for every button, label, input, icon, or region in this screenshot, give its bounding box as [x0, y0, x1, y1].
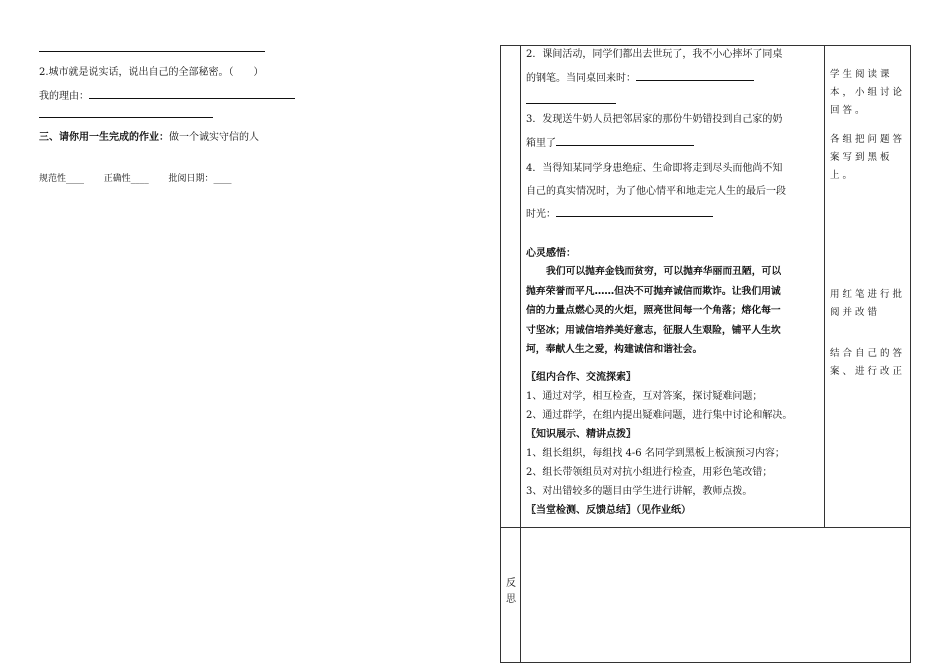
- knowledge-title: 〖知识展示、精讲点拨〗: [526, 429, 636, 440]
- item-3-line2: 箱里了: [526, 138, 556, 149]
- knowledge-item: 2、组长带领组员对对抗小组进行检查，用彩色笔改错；: [526, 467, 773, 478]
- side-note-2-text: 各组把问题答案写到黑板上。: [830, 134, 906, 181]
- table-col-divider: [824, 45, 825, 528]
- lifetime-homework: [39, 128, 259, 143]
- item-4-line3-row: [526, 203, 822, 226]
- item-4-line2: 自己的真实情况时，为了他心情平和地走完人生的最后一段: [526, 186, 786, 197]
- knowledge-item: 3、对出错较多的题目由学生进行讲解，教师点拨。: [526, 486, 753, 497]
- question-2: [39, 63, 264, 78]
- soul-paragraph: [526, 262, 822, 360]
- soul-line: 寸坚冰；用诚信培养美好意志，征服人生艰险，铺平人生坎: [526, 324, 781, 336]
- soul-title: [526, 244, 822, 263]
- test-title: 〖当堂检测、反馈总结〗（见作业纸）: [526, 505, 691, 516]
- side-note-1: [830, 66, 910, 120]
- item-3: [526, 109, 822, 154]
- side-note-3: [830, 286, 910, 322]
- knowledge-item: 1、组长组织，每组找 4-6 名同学到黑板上板演预习内容；: [526, 448, 785, 459]
- coop-item: 2、通过群学，在组内提出疑难问题，进行集中讨论和解决。: [526, 410, 793, 421]
- soul-title-text: 心灵感悟：: [526, 248, 576, 259]
- item-4-line3: 时光：: [526, 209, 556, 220]
- item-4-blank[interactable]: [556, 206, 713, 217]
- answer-line: [39, 117, 213, 118]
- soul-line: 我们可以抛弃金钱而贫穷，可以抛弃华丽而丑陋，可以: [546, 266, 782, 277]
- reason-label: 我的理由：: [39, 91, 89, 102]
- grading-date: 批阅日期：____: [168, 174, 232, 184]
- reflection-area[interactable]: [522, 530, 908, 660]
- item-3-blank[interactable]: [556, 135, 694, 146]
- reflection-char: 反: [506, 578, 516, 589]
- item-2-line2: 的钢笔。当同桌回来时：: [526, 73, 636, 84]
- item-4-line1: 4．当得知某同学身患绝症、生命即将走到尽头而他尚不知: [526, 163, 783, 174]
- soul-line: 信的力量点燃心灵的火炬，照亮世间每一个角落；熔化每一: [526, 305, 781, 316]
- reflection-char: 思: [506, 594, 516, 605]
- lifetime-homework-text: 做一个诚实守信的人: [169, 132, 259, 143]
- reason-blank[interactable]: [89, 88, 295, 99]
- grading-normative: 规范性____: [39, 174, 85, 184]
- answer-line: [39, 51, 265, 52]
- item-3-line2-row: [526, 133, 822, 154]
- soul-line: 坷，奉献人生之爱，构建诚信和谐社会。: [526, 344, 703, 355]
- soul-line: 抛弃荣誉而平凡……但决不可抛弃诚信而欺诈。让我们用诚: [526, 285, 781, 297]
- table-col-divider: [520, 45, 521, 663]
- grading-row: [39, 171, 232, 184]
- side-note-1-text: 学生阅读课本，小组讨论回答。: [830, 69, 906, 116]
- item-2-line1: 2．课间活动，同学们都出去世玩了，我不小心摔坏了同桌: [526, 49, 783, 60]
- item-2-blank[interactable]: [636, 70, 754, 81]
- coop-section: [526, 368, 822, 520]
- table-border-row: [500, 527, 911, 528]
- coop-item: 1、通过对学，相互检查，互对答案，探讨疑难问题；: [526, 391, 763, 402]
- side-note-4-text: 结合自己的答案、进行改正: [830, 348, 906, 377]
- lifetime-homework-prefix: 三、请你用一生完成的作业：: [39, 132, 169, 143]
- side-note-4: [830, 345, 910, 381]
- item-4: [526, 157, 822, 226]
- side-note-2: [830, 131, 910, 185]
- table-border-right: [910, 45, 911, 663]
- table-border-left: [500, 45, 501, 663]
- grading-correctness: 正确性____: [103, 174, 149, 184]
- side-note-3-text: 用红笔进行批阅并改错: [830, 289, 906, 318]
- item-3-line1: 3．发现送牛奶人员把邻居家的那份牛奶错投到自己家的奶: [526, 114, 783, 125]
- item-2-line2-row: [526, 68, 822, 89]
- reflection-label: [505, 576, 517, 608]
- reason-row: [39, 87, 295, 102]
- item-2: [526, 44, 822, 89]
- question-2-text: 2.城市就是说实话，说出自己的全部秘密。（ ）: [39, 67, 264, 78]
- table-border-bottom: [500, 662, 911, 663]
- item-2-blank-line[interactable]: [526, 103, 616, 104]
- coop-title: 〖组内合作、交流探索〗: [526, 372, 636, 383]
